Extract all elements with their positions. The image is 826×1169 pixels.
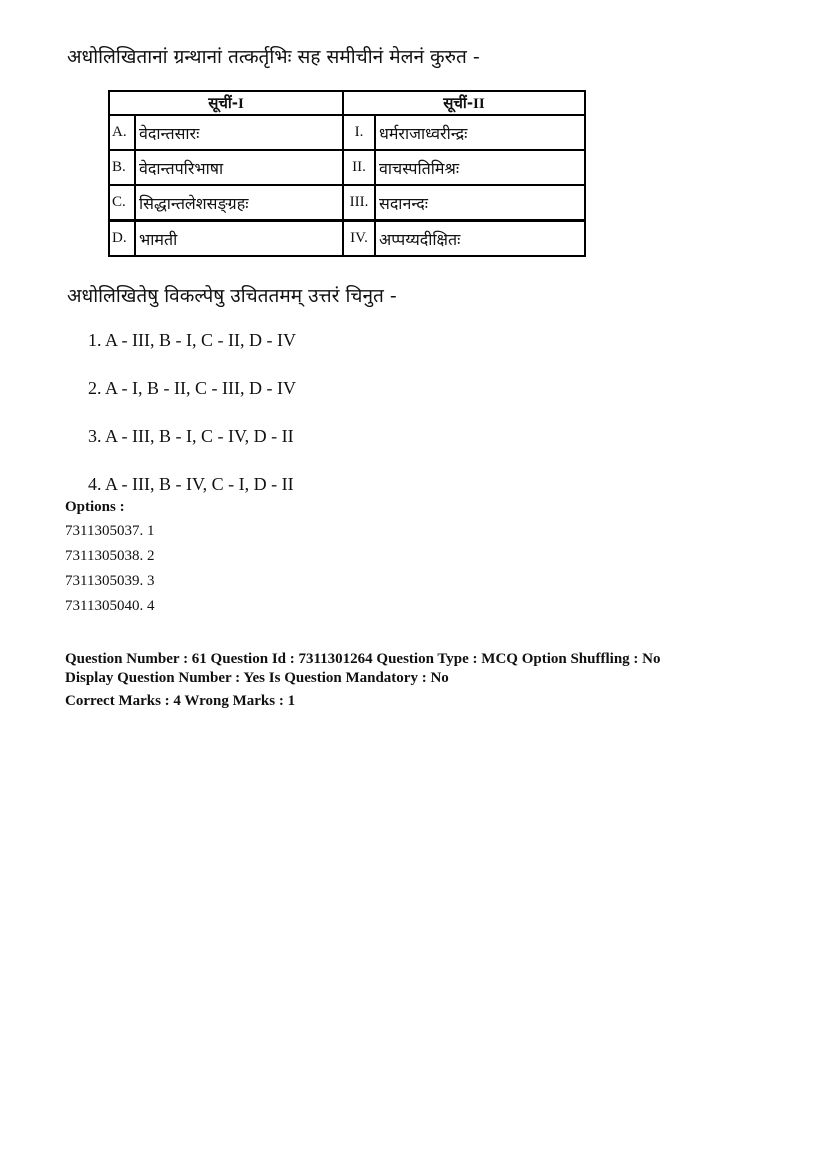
list-2-header: सूचीं-II bbox=[343, 91, 585, 115]
row-left-item: भामती bbox=[135, 221, 343, 257]
table-row bbox=[109, 115, 585, 150]
row-left-item: सिद्धान्तलेशसङ्ग्रहः bbox=[135, 185, 343, 221]
question-instruction: अधोलिखितानां ग्रन्थानां तत्कर्तृभिः सह समीचीनं मेलनं कुरुत - bbox=[67, 46, 480, 68]
table-row bbox=[109, 185, 585, 221]
options-heading: Options : bbox=[65, 499, 125, 515]
option-id-4: 7311305040. 4 bbox=[65, 598, 155, 614]
answer-choice-3: 3. A - III, B - I, C - IV, D - II bbox=[88, 426, 294, 446]
row-left-item: वेदान्तसारः bbox=[135, 115, 343, 150]
answer-choice-2: 2. A - I, B - II, C - III, D - IV bbox=[88, 378, 296, 398]
table-row bbox=[109, 221, 585, 257]
row-right-item: अप्पय्यदीक्षितः bbox=[375, 221, 585, 257]
question-sub-instruction: अधोलिखितेषु विकल्पेषु उचिततमम् उत्तरं चिनुत - bbox=[67, 285, 397, 307]
question-info-line: Question Number : 61 Question Id : 7311301264 Question Type : MCQ Option Shuffling : No bbox=[65, 651, 661, 667]
row-letter: C. bbox=[109, 185, 135, 221]
question-display-info: Display Question Number : Yes Is Question Mandatory : No bbox=[65, 670, 449, 686]
row-right-item: सदानन्दः bbox=[375, 185, 585, 221]
option-id-1: 7311305037. 1 bbox=[65, 523, 155, 539]
option-id-3: 7311305039. 3 bbox=[65, 573, 155, 589]
row-right-item: वाचस्पतिमिश्रः bbox=[375, 150, 585, 185]
row-letter: D. bbox=[109, 221, 135, 257]
answer-choices bbox=[88, 327, 296, 519]
answer-choice-4: 4. A - III, B - IV, C - I, D - II bbox=[88, 474, 294, 494]
option-id-2: 7311305038. 2 bbox=[65, 548, 155, 564]
row-letter: B. bbox=[109, 150, 135, 185]
row-letter: A. bbox=[109, 115, 135, 150]
row-numeral: III. bbox=[343, 185, 375, 221]
row-left-item: वेदान्तपरिभाषा bbox=[135, 150, 343, 185]
row-right-item: धर्मराजाध्वरीन्द्रः bbox=[375, 115, 585, 150]
question-marks-info: Correct Marks : 4 Wrong Marks : 1 bbox=[65, 693, 296, 709]
match-table-header bbox=[109, 91, 585, 115]
row-numeral: II. bbox=[343, 150, 375, 185]
row-numeral: I. bbox=[343, 115, 375, 150]
row-numeral: IV. bbox=[343, 221, 375, 257]
table-row bbox=[109, 150, 585, 185]
answer-choice-1: 1. A - III, B - I, C - II, D - IV bbox=[88, 330, 296, 350]
match-table bbox=[108, 90, 586, 257]
list-1-header: सूचीं-I bbox=[109, 91, 343, 115]
